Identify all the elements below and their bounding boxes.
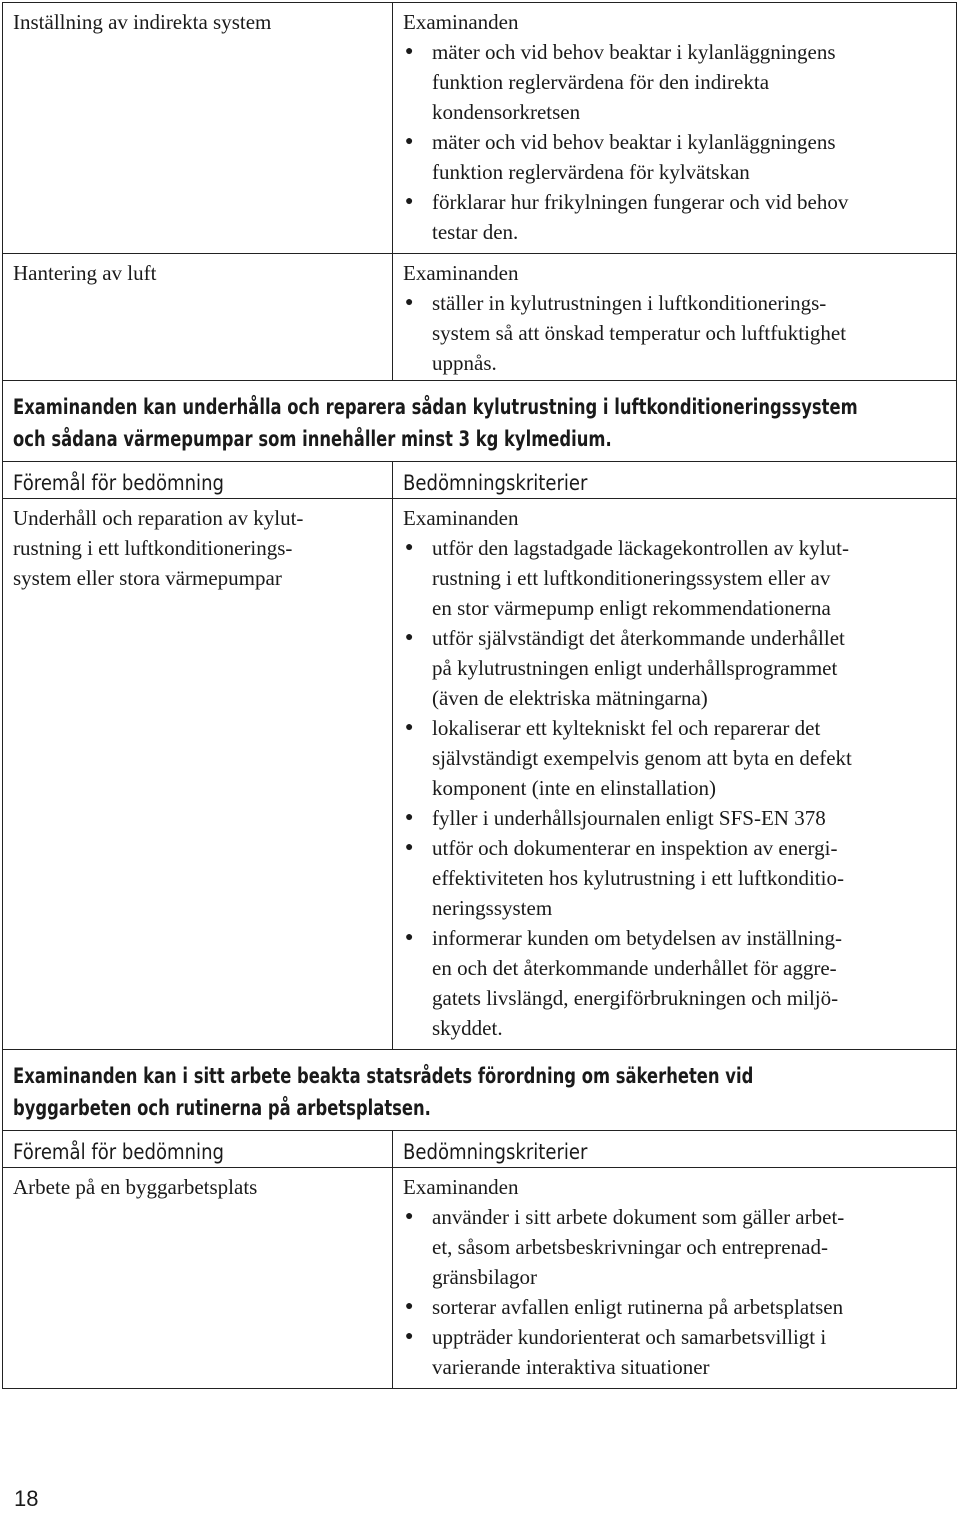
criteria-text-line: självständigt exempelvis genom att byta en defekt <box>432 746 852 770</box>
criteria-text-line: mäter och vid behov beaktar i kylanläggningens <box>432 130 836 154</box>
table-row <box>3 3 957 254</box>
examinee-label: Examinanden <box>403 506 519 530</box>
assessment-object <box>13 503 384 593</box>
criteria-item <box>403 713 948 803</box>
criteria-text-line: effektiviteten hos kylutrustning i ett luftkonditio- <box>432 866 844 890</box>
bullet-icon: ● <box>405 930 414 945</box>
criteria-text-line: fyller i underhållsjournalen enligt SFS-EN 378 <box>432 806 826 830</box>
assessment-object: Inställning av indirekta system <box>13 10 272 34</box>
bullet-icon: ● <box>405 1329 414 1344</box>
criteria-text-line: system så att önskad temperatur och luftfuktighet <box>432 321 847 345</box>
section-heading-line: Examinanden kan underhålla och reparera sådan kylutrustning i luftkonditioneringssystem <box>13 395 858 419</box>
criteria-text-line: utför självständigt det återkommande underhållet <box>432 626 845 650</box>
section-heading-row <box>3 1050 957 1131</box>
column-header-criteria <box>393 1131 957 1168</box>
criteria-cell <box>393 254 957 381</box>
criteria-item <box>403 37 948 127</box>
criteria-text-line: skyddet. <box>432 1016 503 1040</box>
assessment-object-cell <box>3 254 393 381</box>
criteria-item <box>403 623 948 713</box>
section-heading-line: byggarbeten och rutinerna på arbetsplatsen. <box>13 1096 431 1120</box>
criteria-text-line: funktion reglervärdena för kylvätskan <box>432 160 750 184</box>
criteria-item <box>403 833 948 923</box>
criteria-text-line: på kylutrustningen enligt underhållsprogrammet <box>432 656 838 680</box>
assessment-object-line: Underhåll och reparation av kylut- <box>13 506 304 530</box>
assessment-object-line: system eller stora värmepumpar <box>13 566 282 590</box>
criteria-list <box>403 533 948 1043</box>
column-header-criteria <box>393 462 957 499</box>
criteria-list <box>403 37 948 247</box>
criteria-item <box>403 1292 948 1322</box>
criteria-text-line: sorterar avfallen enligt rutinerna på arbetsplatsen <box>432 1295 844 1319</box>
section-heading-cell <box>3 1050 957 1131</box>
criteria-item <box>403 288 948 378</box>
criteria-text-line: en och det återkommande underhållet för aggre- <box>432 956 837 980</box>
criteria-document <box>2 2 957 1389</box>
assessment-object-cell <box>3 3 393 254</box>
criteria-text-line: funktion reglervärdena för den indirekta <box>432 70 770 94</box>
criteria-text-line: uppnås. <box>432 351 497 375</box>
criteria-text-line: informerar kunden om betydelsen av inställning- <box>432 926 842 950</box>
criteria-cell <box>393 499 957 1050</box>
column-header-label: Bedömningskriterier <box>403 471 588 495</box>
column-header-row <box>3 462 957 499</box>
criteria-text-line: kondensorkretsen <box>432 100 581 124</box>
criteria-text-line: förklarar hur frikylningen fungerar och vid behov <box>432 190 849 214</box>
criteria-text-line: rustning i ett luftkonditioneringssystem eller av <box>432 566 831 590</box>
bullet-icon: ● <box>405 194 414 209</box>
criteria-text-line: ställer in kylutrustningen i luftkonditionerings- <box>432 291 827 315</box>
bullet-icon: ● <box>405 44 414 59</box>
bullet-icon: ● <box>405 1299 414 1314</box>
examinee-label: Examinanden <box>403 10 519 34</box>
criteria-table <box>2 2 957 1389</box>
criteria-item <box>403 187 948 247</box>
table-row <box>3 254 957 381</box>
criteria-text-line: gränsbilagor <box>432 1265 537 1289</box>
assessment-object-cell <box>3 1168 393 1389</box>
bullet-icon: ● <box>405 810 414 825</box>
criteria-text-line: et, såsom arbetsbeskrivningar och entreprenad- <box>432 1235 828 1259</box>
section-heading-line: Examinanden kan i sitt arbete beakta statsrådets förordning om säkerheten vid <box>13 1064 754 1088</box>
criteria-cell <box>393 3 957 254</box>
section-heading-line: och sådana värmepumpar som innehåller minst 3 kg kylmedium. <box>13 427 612 451</box>
section-heading-cell <box>3 381 957 462</box>
column-header-label: Föremål för bedömning <box>13 1140 224 1164</box>
criteria-item <box>403 127 948 187</box>
column-header-object <box>3 462 393 499</box>
bullet-icon: ● <box>405 1209 414 1224</box>
table-row <box>3 499 957 1050</box>
page-number: 18 <box>14 1486 39 1511</box>
bullet-icon: ● <box>405 840 414 855</box>
column-header-object <box>3 1131 393 1168</box>
bullet-icon: ● <box>405 295 414 310</box>
column-header-row <box>3 1131 957 1168</box>
assessment-object-line: Arbete på en byggarbetsplats <box>13 1175 258 1199</box>
section-heading-row <box>3 381 957 462</box>
criteria-item <box>403 1202 948 1292</box>
criteria-text-line: en stor värmepump enligt rekommendationerna <box>432 596 831 620</box>
criteria-text-line: utför och dokumenterar en inspektion av energi- <box>432 836 838 860</box>
assessment-object <box>13 1172 384 1202</box>
criteria-text-line: (även de elektriska mätningarna) <box>432 686 708 710</box>
table-row <box>3 1168 957 1389</box>
criteria-item <box>403 1322 948 1382</box>
criteria-text-line: använder i sitt arbete dokument som gäller arbet- <box>432 1205 845 1229</box>
criteria-item <box>403 803 948 833</box>
criteria-text-line: komponent (inte en elinstallation) <box>432 776 717 800</box>
assessment-object-cell <box>3 499 393 1050</box>
criteria-text-line: mäter och vid behov beaktar i kylanläggningens <box>432 40 836 64</box>
bullet-icon: ● <box>405 720 414 735</box>
column-header-label: Föremål för bedömning <box>13 471 224 495</box>
assessment-object: Hantering av luft <box>13 261 157 285</box>
criteria-item <box>403 533 948 623</box>
criteria-list <box>403 288 948 378</box>
bullet-icon: ● <box>405 134 414 149</box>
bullet-icon: ● <box>405 540 414 555</box>
criteria-text-line: varierande interaktiva situationer <box>432 1355 710 1379</box>
bullet-icon: ● <box>405 630 414 645</box>
criteria-text-line: utför den lagstadgade läckagekontrollen av kylut- <box>432 536 849 560</box>
criteria-text-line: testar den. <box>432 220 519 244</box>
criteria-item <box>403 923 948 1043</box>
examinee-label: Examinanden <box>403 1175 519 1199</box>
criteria-cell <box>393 1168 957 1389</box>
criteria-list <box>403 1202 948 1382</box>
criteria-text-line: gatets livslängd, energiförbrukningen och miljö- <box>432 986 839 1010</box>
column-header-label: Bedömningskriterier <box>403 1140 588 1164</box>
assessment-object-line: rustning i ett luftkonditionerings- <box>13 536 293 560</box>
examinee-label: Examinanden <box>403 261 519 285</box>
criteria-text-line: uppträder kundorienterat och samarbetsvilligt i <box>432 1325 827 1349</box>
criteria-text-line: neringssystem <box>432 896 553 920</box>
criteria-text-line: lokaliserar ett kyltekniskt fel och reparerar det <box>432 716 821 740</box>
